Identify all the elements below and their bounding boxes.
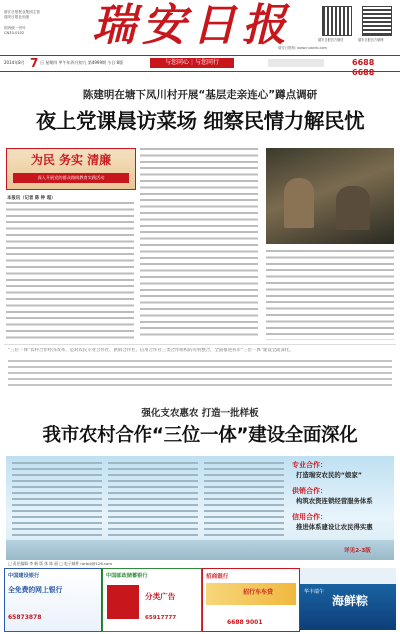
feature-item-title: 专业合作： bbox=[292, 461, 327, 469]
ad-subtitle: 华丰端午 bbox=[304, 589, 325, 595]
ad-title: 海鲜粽 bbox=[332, 594, 369, 608]
newspaper-logo: 瑞安日报 bbox=[92, 0, 292, 51]
feature-body-col-3 bbox=[204, 462, 284, 540]
masthead-info-line: 瑞安日报社出版 bbox=[4, 15, 30, 19]
feature-jump-link[interactable]: 详见2-3版 bbox=[344, 548, 371, 554]
feature-panel bbox=[6, 456, 394, 560]
feature-body-col-1 bbox=[12, 462, 102, 540]
feature-item-title: 信用合作： bbox=[292, 513, 327, 521]
editor-line: □ 责任编辑 李 帆 版 体 陈 丽 □ 电子邮件 rarbdj@126.com bbox=[8, 561, 113, 566]
campaign-banner bbox=[6, 148, 136, 190]
ad-seafood bbox=[300, 568, 396, 630]
ad-subtitle: 全免费的网上银行 bbox=[8, 586, 63, 594]
campaign-title: 为民 务实 清廉 bbox=[30, 153, 112, 167]
qr-code-wechat bbox=[322, 6, 352, 36]
ad-title: 中国邮政储蓄银行 bbox=[106, 573, 148, 579]
lead-byline: 本报讯（记者 陈 钟 超） bbox=[7, 196, 56, 201]
feature-kicker: 强化支农惠农 打造一批样板 bbox=[141, 408, 259, 419]
qr-code-weibo bbox=[362, 6, 392, 36]
lead-body-col-3 bbox=[266, 250, 394, 340]
masthead-info-line: 国内统一刊号 bbox=[4, 26, 26, 30]
feature-item-3 bbox=[292, 512, 392, 531]
lead-body-col-1 bbox=[6, 202, 134, 340]
feature-body-col-2 bbox=[108, 462, 198, 540]
feature-item-subtitle: 推进体系建设让农民得实惠 bbox=[296, 523, 373, 531]
issue-date: 2014年8月 bbox=[4, 60, 25, 65]
feature-landscape bbox=[6, 540, 394, 560]
ad-phone: 65873878 bbox=[8, 614, 42, 621]
divider bbox=[4, 344, 396, 345]
feature-headline: 我市农村合作“三位一体”建设全面深化 bbox=[42, 425, 358, 446]
issue-details: 日 星期四 甲午年四月初九 第4999期 今日 8版 bbox=[40, 60, 124, 65]
masthead-ad bbox=[268, 58, 396, 77]
issue-day: 7 bbox=[30, 56, 39, 70]
feature-item-1 bbox=[292, 460, 392, 479]
feature-item-title: 供销合作： bbox=[292, 487, 327, 495]
slogan-2: 与您同行 bbox=[194, 59, 219, 66]
ad-phone: 6688 9001 bbox=[227, 619, 263, 626]
lead-body-col-2 bbox=[140, 148, 258, 340]
ad-phone: 6688 6688 bbox=[352, 58, 375, 77]
ad-phone: 65917777 bbox=[145, 615, 177, 621]
ad-subtitle: 分类广告 bbox=[145, 592, 176, 601]
qr-label-weibo: 瑞安日报官方微博 bbox=[358, 38, 384, 42]
ad-ccb bbox=[4, 568, 102, 632]
lead-headline: 夜上党课晨访菜场 细察民情力解民忧 bbox=[35, 109, 365, 133]
ad-title: 中国建设银行 bbox=[8, 573, 40, 579]
feature-item-subtitle: 打造瑞安农民的“娘家” bbox=[296, 471, 362, 479]
feature-item-2 bbox=[292, 486, 392, 505]
masthead-tagline: 瑞安日报网: www.ruianrb.com bbox=[278, 46, 327, 50]
masthead-info bbox=[4, 10, 64, 36]
campaign-subtitle: 深入开展党的群众路线教育实践活动 bbox=[13, 173, 129, 183]
lead-kicker: 陈建明在塘下凤川村开展“基层走亲连心”蹲点调研 bbox=[82, 89, 318, 101]
masthead-info-line: CN33-0102 bbox=[4, 31, 25, 35]
lead-photo bbox=[266, 148, 394, 244]
qr-label-wechat: 瑞安日报官方微信 bbox=[318, 38, 344, 42]
slogan-1: 与您同心 bbox=[165, 59, 190, 66]
mid-paragraph: “三位一体”农村合作经济改革，是对农民专业合作社、供销合作社、信用合作社三类合作组织的有机整合，全面推进我市“三位一体”建设全面深化。 bbox=[8, 348, 294, 353]
mid-paragraph-lines bbox=[8, 360, 392, 390]
ad-title: 招商银行 bbox=[206, 574, 229, 580]
ad-postal bbox=[102, 568, 202, 632]
ad-subtitle: 招行车车贷 bbox=[243, 589, 274, 596]
masthead-info-line: 浙江日报报业集团主管 bbox=[4, 10, 40, 14]
slogan-banner: 与您同心 | 与您同行 bbox=[150, 58, 234, 68]
ad-cmb bbox=[202, 568, 300, 632]
date-bar bbox=[0, 55, 400, 77]
feature-item-subtitle: 构筑农资连锁经营服务体系 bbox=[296, 497, 373, 505]
